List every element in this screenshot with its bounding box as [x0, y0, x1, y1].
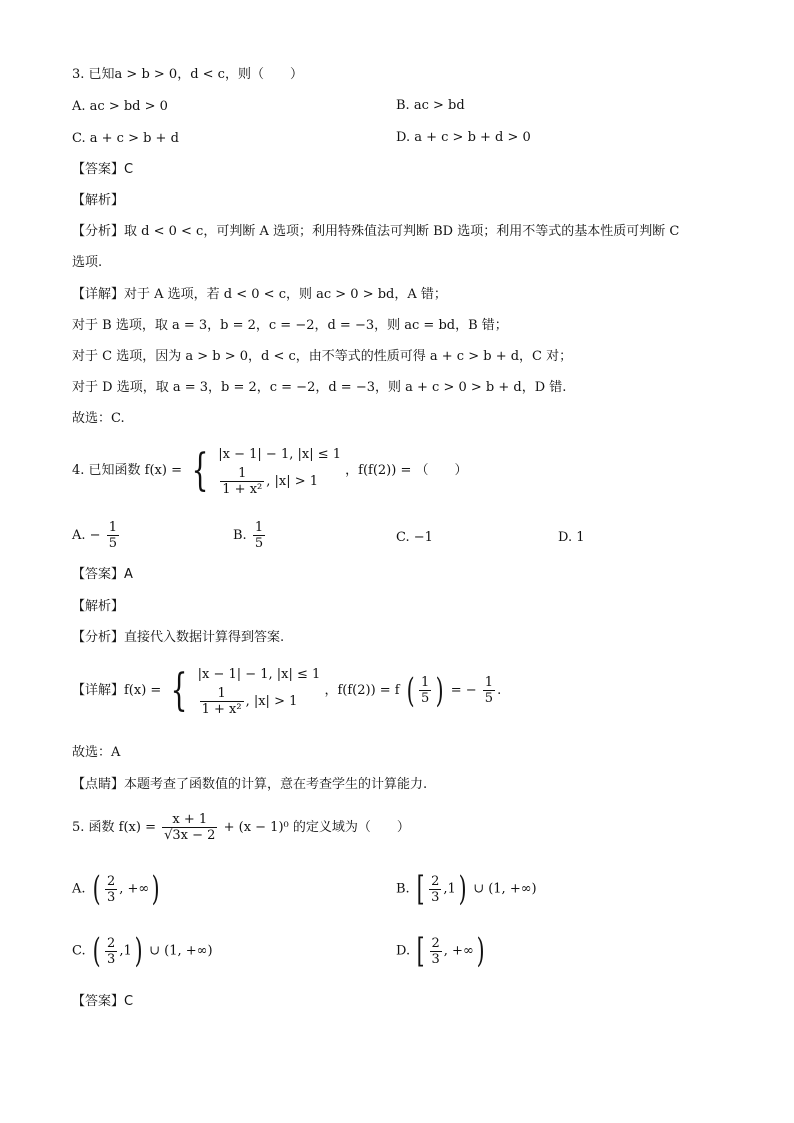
q5-option-c-right-bracket: ): [134, 931, 143, 971]
q5-option-a-right-bracket: ): [151, 869, 160, 909]
q3-fenxi-line2: 选项.: [72, 255, 103, 270]
q5-option-d-label: D.: [396, 943, 411, 959]
q5-option-a-rest: , +∞: [119, 881, 150, 897]
q4-option-a-fraction: [107, 520, 119, 551]
xiangjie-case-1: |x − 1| − 1, |x| ≤ 1: [197, 667, 321, 682]
q4-option-b-denominator: 5: [254, 536, 264, 551]
q3-line-b: 对于 B 选项，取 a = 3，b = 2，c = −2，d = −3，则 ac = bd，B 错；: [72, 318, 508, 333]
q4-fenxi: 【分析】直接代入数据计算得到答案.: [72, 630, 285, 645]
q4-stem-suffix: ，f(f(2)) = （ ）: [345, 463, 468, 478]
q4-xiangjie: [72, 664, 501, 717]
q5-option-d-denominator: 3: [431, 951, 440, 967]
q4-xiangjie-prefix: 【详解】f(x) =: [72, 683, 162, 698]
xiangjie-fraction-1: [419, 675, 431, 706]
q3-stem: 3. 已知a > b > 0，d < c，则（ ）: [72, 67, 303, 82]
q5-option-a-label: A.: [72, 881, 86, 897]
xiangjie-case-2: [198, 686, 321, 717]
q4-option-a: [72, 520, 121, 551]
q5-answer: 【答案】C: [72, 994, 134, 1009]
xiangjie-fraction-2-numerator: 1: [484, 675, 494, 690]
q4-answer: 【答案】A: [72, 567, 133, 582]
q5-option-d-rest: , +∞: [443, 943, 474, 959]
case2-condition: , |x| > 1: [266, 474, 319, 489]
q4-stem: [72, 444, 467, 497]
xiangjie-piecewise-brace: {: [171, 664, 188, 716]
q5-option-d: [396, 931, 487, 971]
q4-option-c: C. −1: [396, 530, 433, 545]
q5-option-b-label: B.: [396, 881, 410, 897]
q4-option-a-denominator: 5: [108, 536, 117, 551]
xiangjie-case2-numerator: 1: [200, 686, 244, 702]
q4-option-a-label: A. −: [72, 528, 101, 543]
q5-option-c-fraction: [105, 936, 117, 967]
q5-option-c-denominator: 3: [107, 951, 116, 967]
case2-numerator: 1: [220, 466, 264, 482]
xiangjie-fraction-1-denominator: 5: [421, 691, 430, 706]
q5-stem: [72, 812, 410, 843]
q5-option-b-tail: ∪ (1, +∞): [473, 881, 537, 897]
q5-option-b-numerator: 2: [431, 873, 440, 889]
xiangjie-fraction-2: [483, 675, 495, 706]
q3-option-d: D. a + c > b + d > 0: [396, 130, 531, 145]
q5-option-d-numerator: 2: [431, 935, 440, 951]
xiangjie-fraction-2-denominator: 5: [484, 691, 494, 706]
q5-option-b-fraction: [429, 874, 441, 905]
q5-option-d-fraction: [430, 936, 442, 967]
xiangjie-case2-condition: , |x| > 1: [245, 694, 298, 709]
q5-option-b: [396, 869, 537, 909]
q4-dianjing: 【点睛】本题考查了函数值的计算，意在考查学生的计算能力.: [72, 777, 428, 792]
q5-stem-numerator: x + 1: [162, 812, 217, 828]
xiangjie-fraction-1-numerator: 1: [421, 675, 430, 690]
q3-option-c: C. a + c > b + d: [72, 131, 179, 146]
q5-stem-fraction: [162, 812, 217, 843]
q5-option-d-left-bracket: [: [416, 931, 425, 971]
piecewise-case-2: [218, 466, 341, 497]
xiangjie-piecewise-cases: [198, 664, 321, 717]
q3-line-c: 对于 C 选项，因为 a > b > 0，d < c，由不等式的性质可得 a + c > b + d，C 对；: [72, 349, 573, 364]
q3-option-b: B. ac > bd: [396, 98, 465, 113]
q5-option-d-right-bracket: ): [476, 931, 485, 971]
piecewise-case-1: |x − 1| − 1, |x| ≤ 1: [218, 447, 341, 462]
q5-option-a-left-bracket: (: [92, 869, 101, 909]
q4-option-b-numerator: 1: [254, 520, 264, 535]
q4-option-d: D. 1: [558, 530, 585, 545]
q5-option-b-left-bracket: [: [416, 869, 425, 909]
left-paren: (: [406, 670, 415, 711]
q4-conclusion: 故选：A: [72, 745, 121, 760]
q3-answer: 【答案】C: [72, 162, 134, 177]
q5-option-b-rest: ,1: [443, 881, 456, 897]
q3-fenxi-line1: 【分析】取 d < 0 < c，可判断 A 选项；利用特殊值法可判断 BD 选项；利用不等式的基本性质可判断 C: [72, 224, 680, 239]
q5-option-c-label: C.: [72, 943, 86, 959]
q5-option-a-numerator: 2: [106, 873, 116, 889]
piecewise-cases: [218, 444, 341, 497]
q5-option-c-rest: ,1: [119, 943, 132, 959]
q5-option-c-numerator: 2: [107, 935, 116, 951]
right-paren: ): [435, 670, 444, 711]
xiangjie-period: .: [497, 683, 502, 698]
xiangjie-case2-fraction: [200, 686, 244, 717]
xiangjie-case2-denominator: 1 + x²: [201, 702, 242, 717]
q5-option-c-left-bracket: (: [92, 931, 101, 971]
q5-option-a-fraction: [105, 874, 117, 905]
case2-fraction: [220, 466, 264, 497]
q5-option-c: [72, 931, 213, 971]
case2-denominator: 1 + x²: [222, 482, 263, 497]
q4-stem-prefix: 4. 已知函数 f(x) =: [72, 463, 182, 478]
q5-option-a-denominator: 3: [106, 889, 116, 905]
q3-conclusion: 故选：C.: [72, 411, 125, 426]
q4-xiangjie-eq: = −: [450, 683, 477, 698]
q5-option-c-tail: ∪ (1, +∞): [149, 943, 213, 959]
q4-analysis-tag: 【解析】: [72, 599, 125, 614]
q3-xiangjie: 【详解】对于 A 选项，若 d < 0 < c，则 ac > 0 > bd，A 错；: [72, 287, 447, 302]
q5-option-a: [72, 869, 162, 909]
piecewise-brace: {: [191, 444, 209, 496]
q3-line-d: 对于 D 选项，取 a = 3，b = 2，c = −2，d = −3，则 a + c > 0 > b + d，D 错.: [72, 380, 567, 395]
q4-xiangjie-mid: ，f(f(2)) = f: [324, 683, 400, 698]
q4-option-a-numerator: 1: [108, 520, 117, 535]
q4-option-b: [233, 520, 267, 551]
q4-option-b-fraction: [253, 520, 265, 551]
q5-stem-denominator: √3x − 2: [164, 828, 216, 843]
q5-option-b-right-bracket: ): [458, 869, 467, 909]
q5-option-b-denominator: 3: [431, 889, 440, 905]
q4-option-b-label: B.: [233, 528, 247, 543]
q5-stem-prefix: 5. 函数 f(x) =: [72, 820, 156, 835]
q3-option-a: A. ac > bd > 0: [72, 99, 168, 114]
q5-stem-suffix: + (x − 1)⁰ 的定义域为（ ）: [223, 820, 410, 835]
q3-analysis-tag: 【解析】: [72, 193, 125, 208]
